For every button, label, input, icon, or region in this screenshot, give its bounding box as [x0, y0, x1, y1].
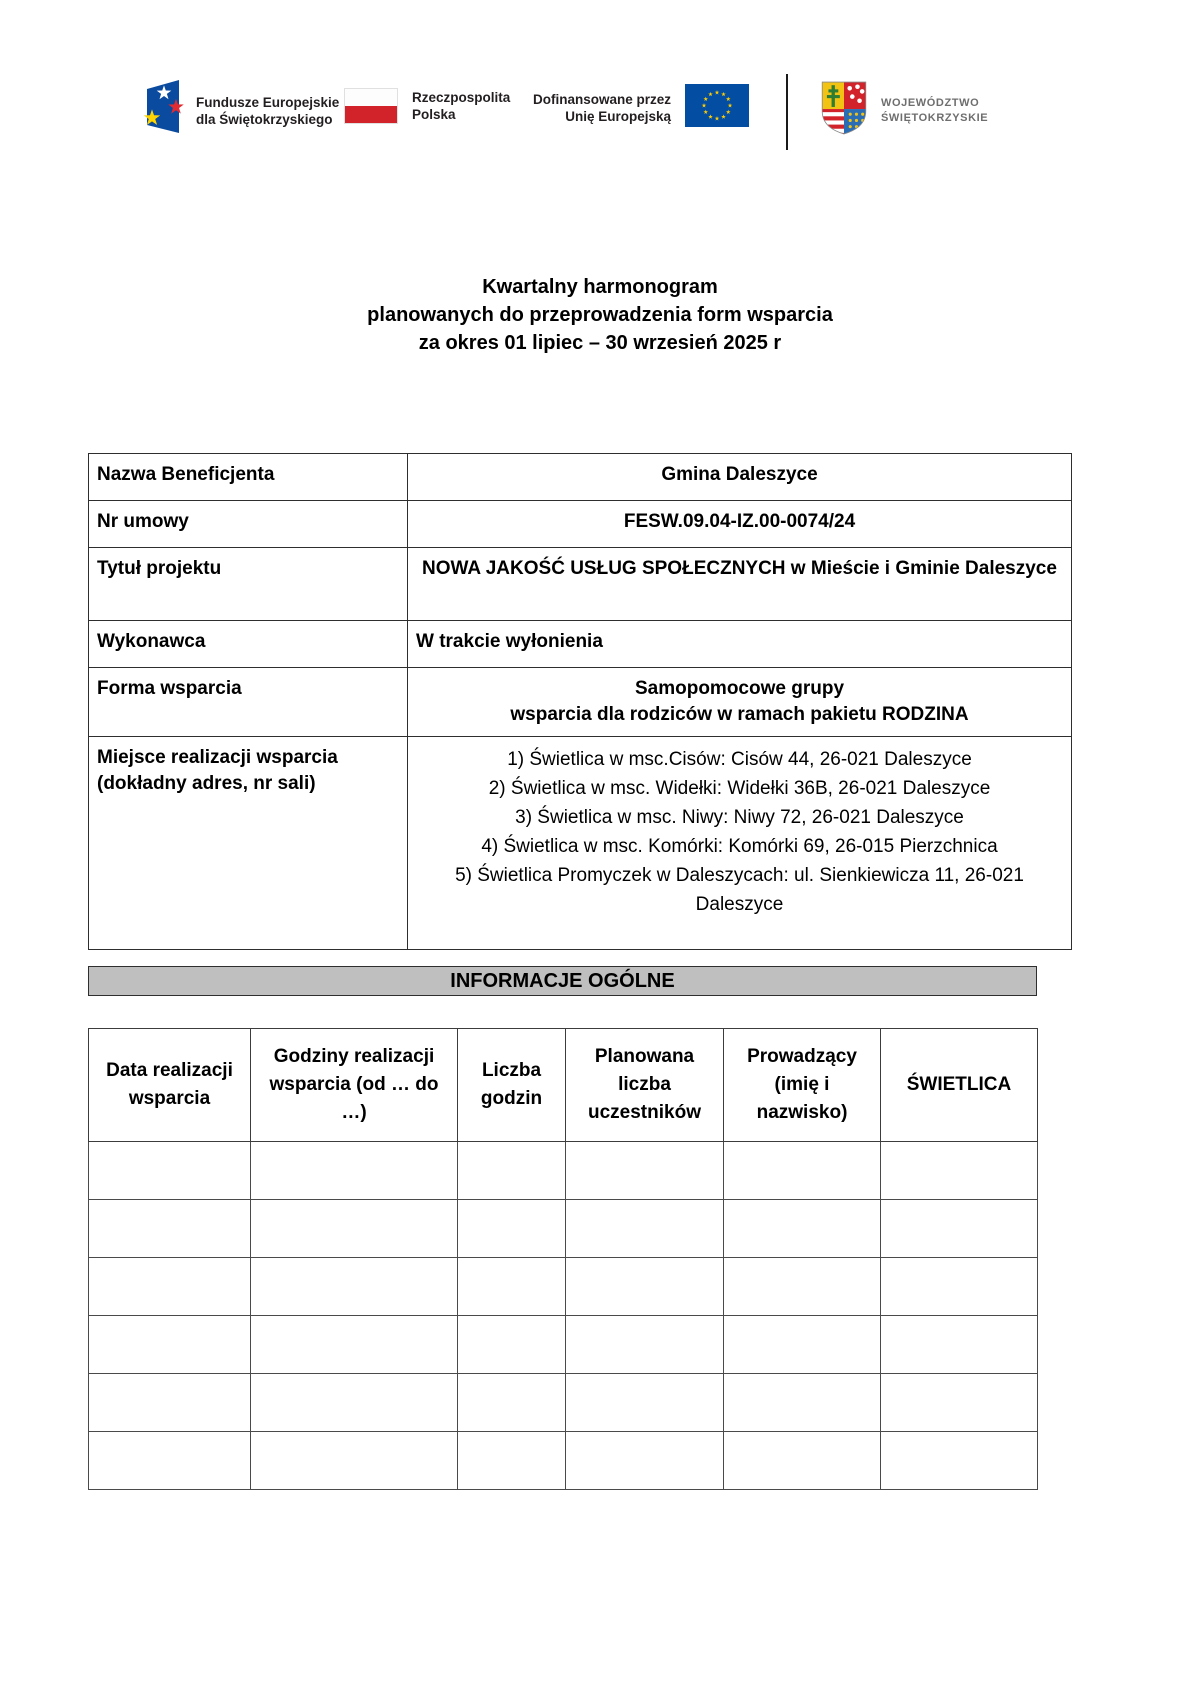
schedule-table	[88, 1028, 1038, 1490]
table-row	[89, 501, 1072, 548]
section-header-bar	[88, 966, 1037, 996]
row-label: Nazwa Beneficjenta	[89, 454, 408, 501]
schedule-empty-cell	[458, 1316, 566, 1374]
schedule-empty-cell	[89, 1142, 251, 1200]
schedule-empty-cell	[458, 1200, 566, 1258]
table-row	[89, 548, 1072, 621]
poland-label: Rzeczpospolita Polska	[412, 90, 511, 122]
schedule-empty-cell	[566, 1316, 724, 1374]
schedule-empty-cell	[724, 1200, 881, 1258]
eu-funding-label: Dofinansowane przez Unię Europejską	[533, 92, 672, 124]
row-value	[408, 668, 1072, 737]
schedule-empty-cell	[881, 1142, 1038, 1200]
row-value: FESW.09.04-IZ.00-0074/24	[408, 501, 1072, 548]
schedule-empty-cell	[89, 1432, 251, 1490]
project-info-table	[88, 453, 1072, 950]
table-row	[89, 737, 1072, 950]
schedule-empty-cell	[89, 1316, 251, 1374]
value-line: Samopomocowe grupy	[634, 678, 845, 699]
document-title	[0, 273, 1200, 357]
schedule-empty-cell	[458, 1432, 566, 1490]
schedule-empty-cell	[724, 1432, 881, 1490]
title-line-1: Kwartalny harmonogram	[482, 276, 718, 298]
value-line: wsparcia dla rodziców w ramach pakietu RODZINA	[510, 704, 969, 725]
fe-logo-text: Fundusze Europejskie dla Świętokrzyskiego	[196, 94, 340, 127]
schedule-header-row	[89, 1029, 1038, 1142]
schedule-empty-cell	[566, 1432, 724, 1490]
schedule-empty-cell	[251, 1374, 458, 1432]
schedule-empty-cell	[724, 1258, 881, 1316]
schedule-empty-cell	[724, 1142, 881, 1200]
schedule-empty-cell	[881, 1200, 1038, 1258]
european-funds-flag-icon	[140, 76, 186, 145]
schedule-empty-cell	[724, 1316, 881, 1374]
column-header-facility: ŚWIETLICA	[881, 1029, 1038, 1142]
title-line-2: planowanych do przeprowadzenia form wsparcia	[367, 304, 833, 326]
row-value: Gmina Daleszyce	[408, 454, 1072, 501]
location-line: 1) Świetlica w msc.Cisów: Cisów 44, 26-021 Daleszyce	[507, 749, 972, 770]
poland-flag-icon	[344, 88, 398, 124]
schedule-empty-cell	[89, 1374, 251, 1432]
table-row	[89, 454, 1072, 501]
row-value: W trakcie wyłonienia	[408, 621, 1072, 668]
column-header-participants: Planowana liczba uczestników	[566, 1029, 724, 1142]
schedule-empty-cell	[881, 1432, 1038, 1490]
row-label: Forma wsparcia	[89, 668, 408, 737]
schedule-empty-cell	[251, 1316, 458, 1374]
section-header-label: INFORMACJE OGÓLNE	[450, 969, 675, 992]
row-label: Nr umowy	[89, 501, 408, 548]
swietokrzyskie-coat-of-arms-icon	[820, 80, 868, 141]
column-header-hours-range: Godziny realizacji wsparcia (od … do …)	[251, 1029, 458, 1142]
location-line: 2) Świetlica w msc. Widełki: Widełki 36B, 26-021 Daleszyce	[488, 778, 991, 799]
schedule-empty-row	[89, 1374, 1038, 1432]
schedule-empty-row	[89, 1258, 1038, 1316]
eu-group	[533, 84, 749, 132]
location-line: 4) Świetlica w msc. Komórki: Komórki 69, 26-015 Pierzchnica	[481, 836, 998, 857]
table-row	[89, 668, 1072, 737]
schedule-empty-cell	[458, 1142, 566, 1200]
poland-group	[344, 88, 510, 124]
schedule-empty-cell	[458, 1258, 566, 1316]
title-line-3: za okres 01 lipiec – 30 wrzesień 2025 r	[418, 332, 782, 354]
logo-divider	[786, 74, 788, 150]
schedule-empty-cell	[458, 1374, 566, 1432]
location-line: 5) Świetlica Promyczek w Daleszycach: ul. Sienkiewicza 11, 26-021 Daleszyce	[455, 865, 1024, 915]
eu-flag-icon	[685, 84, 749, 132]
schedule-empty-row	[89, 1200, 1038, 1258]
schedule-empty-cell	[724, 1374, 881, 1432]
schedule-empty-cell	[251, 1200, 458, 1258]
location-line: 3) Świetlica w msc. Niwy: Niwy 72, 26-021 Daleszyce	[515, 807, 964, 828]
column-header-hours-count: Liczba godzin	[458, 1029, 566, 1142]
column-header-leader: Prowadzący (imię i nazwisko)	[724, 1029, 881, 1142]
schedule-empty-cell	[251, 1142, 458, 1200]
schedule-empty-cell	[566, 1374, 724, 1432]
column-header-date: Data realizacji wsparcia	[89, 1029, 251, 1142]
row-label: Miejsce realizacji wsparcia (dokładny adres, nr sali)	[89, 737, 408, 950]
schedule-empty-cell	[881, 1258, 1038, 1316]
schedule-empty-cell	[566, 1142, 724, 1200]
row-label: Tytuł projektu	[89, 548, 408, 621]
schedule-empty-cell	[89, 1258, 251, 1316]
logo-header	[0, 70, 1200, 160]
schedule-empty-cell	[251, 1432, 458, 1490]
voivodeship-label: WOJEWÓDZTWO ŚWIĘTOKRZYSKIE	[881, 96, 989, 124]
schedule-empty-row	[89, 1316, 1038, 1374]
schedule-empty-cell	[881, 1316, 1038, 1374]
fe-logo-group	[140, 76, 339, 145]
row-label: Wykonawca	[89, 621, 408, 668]
schedule-empty-cell	[881, 1374, 1038, 1432]
table-row	[89, 621, 1072, 668]
schedule-empty-cell	[566, 1200, 724, 1258]
row-value: NOWA JAKOŚĆ USŁUG SPOŁECZNYCH w Mieście i Gminie Daleszyce	[408, 548, 1072, 621]
schedule-empty-cell	[89, 1200, 251, 1258]
schedule-empty-cell	[566, 1258, 724, 1316]
row-value	[408, 737, 1072, 950]
schedule-empty-row	[89, 1432, 1038, 1490]
schedule-empty-cell	[251, 1258, 458, 1316]
schedule-empty-row	[89, 1142, 1038, 1200]
voivodeship-group	[820, 80, 988, 141]
schedule-empty-rows	[89, 1142, 1038, 1490]
